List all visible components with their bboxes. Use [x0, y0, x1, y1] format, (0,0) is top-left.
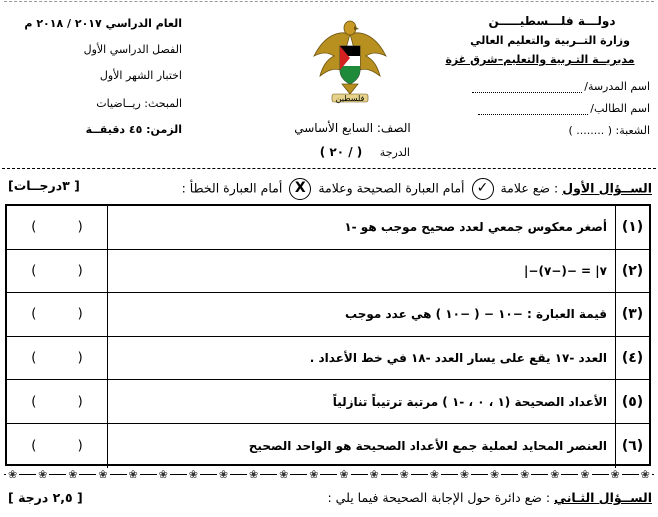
section-field[interactable]: [420, 120, 650, 142]
statement-text: العدد -١٧ يقع على يسار العدد -١٨ في خط الأعداد .: [309, 351, 607, 366]
answer-cell[interactable]: [7, 424, 107, 468]
header-left: [12, 14, 182, 140]
table-row: [7, 424, 649, 468]
row-number: (١): [621, 219, 644, 236]
answer-blank[interactable]: ( ): [31, 394, 83, 410]
answer-blank[interactable]: ( ): [31, 263, 83, 279]
section-value: ( ........ ): [568, 124, 613, 137]
table-row: [7, 380, 649, 424]
school-input-line[interactable]: [472, 82, 582, 93]
check-mark-icon: ✓: [472, 178, 494, 200]
flower-divider: [6, 468, 652, 482]
flower-icon: ❀: [158, 468, 168, 481]
flower-icon: ❀: [188, 468, 198, 481]
cross-mark-icon: X: [289, 178, 311, 200]
answer-blank[interactable]: ( ): [31, 306, 83, 322]
table-row: [7, 206, 649, 250]
header-separator: [2, 168, 656, 169]
question-1-title: [6, 178, 652, 200]
table-row: [7, 293, 649, 337]
table-row: [7, 337, 649, 381]
header-right: [420, 14, 650, 142]
flower-icon: ❀: [490, 468, 500, 481]
statement-cell: [107, 424, 615, 468]
flower-icon: ❀: [520, 468, 530, 481]
question-1-instruction-b: أمام العبارة الصحيحة وعلامة: [318, 180, 465, 196]
emblem-caption: فلسطين: [335, 94, 365, 103]
answer-cell[interactable]: [7, 206, 107, 249]
statement-text: أصغر معكوس جمعي لعدد صحيح موجب هو -١: [344, 220, 607, 235]
section-label: الشعبة:: [615, 124, 650, 137]
true-false-table: [5, 204, 651, 466]
answer-cell[interactable]: [7, 380, 107, 423]
answer-cell[interactable]: [7, 293, 107, 336]
score-box: [270, 145, 430, 159]
exam-time: الزمن: ٤٥ دقيقــة: [85, 123, 182, 136]
question-1-instruction-c: أمام العبارة الخطأ :: [181, 180, 283, 196]
flower-icon: ❀: [339, 468, 349, 481]
score-value: ( / ٢٠ ): [319, 145, 363, 159]
student-input-line[interactable]: [478, 104, 588, 115]
flower-icon: ❀: [580, 468, 590, 481]
academic-year: العام الدراسي ٢٠١٧ / ٢٠١٨ م: [24, 17, 182, 30]
statement-cell: [107, 337, 615, 380]
flower-icon: ❀: [610, 468, 620, 481]
statement-cell: [107, 380, 615, 423]
directorate-name: مديريــة التـربية والتعليم–شرق غزة: [445, 53, 635, 66]
flower-icon: ❀: [8, 468, 18, 481]
exam-title: اختبار الشهر الأول: [99, 69, 182, 82]
row-number-cell: [615, 380, 649, 423]
question-2-marks: [ ٢,٥ درجة ]: [8, 490, 83, 505]
question-2-title: [6, 490, 652, 505]
school-label: اسم المدرسة/: [584, 80, 650, 93]
flower-icon: ❀: [218, 468, 229, 481]
flower-icon: ❀: [429, 468, 439, 481]
row-number: (٥): [621, 393, 644, 410]
answer-cell[interactable]: [7, 250, 107, 293]
flower-icon: ❀: [249, 468, 259, 481]
row-number-cell: [615, 250, 649, 293]
student-field[interactable]: [420, 98, 650, 120]
row-number: (٢): [621, 262, 644, 279]
flower-icon: ❀: [128, 468, 138, 481]
row-number: (٣): [621, 306, 644, 323]
ministry-name: وزارة التــربية والتعليم العالي: [470, 34, 630, 47]
score-label: الدرجة: [379, 146, 410, 159]
question-2-label: الســؤال الثـاني: [554, 490, 652, 505]
flower-icon: ❀: [369, 468, 379, 481]
question-1-label: الســؤال الأول: [562, 180, 652, 196]
school-field[interactable]: [420, 76, 650, 98]
top-rule: [4, 1, 654, 2]
row-number-cell: [615, 424, 649, 468]
row-number: (٤): [621, 350, 644, 367]
flower-icon: ❀: [640, 468, 650, 481]
question-1-marks: [ ٣درجــات]: [8, 178, 80, 193]
table-row: [7, 250, 649, 294]
student-label: اسم الطالب/: [590, 102, 650, 115]
row-number-cell: [615, 206, 649, 249]
flower-icon: ❀: [309, 468, 319, 481]
question-2-instruction: : ضع دائرة حول الإجابة الصحيحة فيما يلي :: [327, 490, 551, 505]
answer-blank[interactable]: ( ): [31, 219, 83, 235]
answer-blank[interactable]: ( ): [31, 350, 83, 366]
flower-icon: ❀: [459, 468, 470, 481]
answer-cell[interactable]: [7, 337, 107, 380]
flower-icon: ❀: [550, 468, 560, 481]
statement-text: |−٧| = −(−٧): [524, 263, 607, 278]
flower-icon: ❀: [279, 468, 289, 481]
grade-label: الصف: السابع الأساسي: [294, 121, 411, 135]
flower-icon: ❀: [399, 468, 409, 481]
answer-blank[interactable]: ( ): [31, 438, 83, 454]
statement-text: قيمة العبارة : −١٠ − ( −١٠ ) هي عدد موجب: [345, 307, 607, 322]
question-1-instruction-a: : ضع علامة: [500, 180, 559, 196]
row-number-cell: [615, 293, 649, 336]
subject: المبحث: ريــاضيات: [96, 97, 182, 110]
statement-cell: [107, 250, 615, 293]
statement-cell: [107, 293, 615, 336]
flower-icon: ❀: [68, 468, 78, 481]
flower-icon: ❀: [38, 468, 48, 481]
row-number: (٦): [621, 437, 644, 454]
semester: الفصل الدراسي الأول: [83, 43, 182, 56]
flower-icon: ❀: [98, 468, 108, 481]
statement-text: الأعداد الصحيحة (١ ، ٠ ، -١ ) مرتبة ترتيباً تنازلياً: [332, 394, 607, 409]
state-name: دولـــة فلـــسطيـــــن: [488, 14, 616, 28]
statement-cell: [107, 206, 615, 249]
row-number-cell: [615, 337, 649, 380]
statement-text: العنصر المحايد لعملية جمع الأعداد الصحيحة هو الواحد الصحيح: [248, 438, 607, 453]
